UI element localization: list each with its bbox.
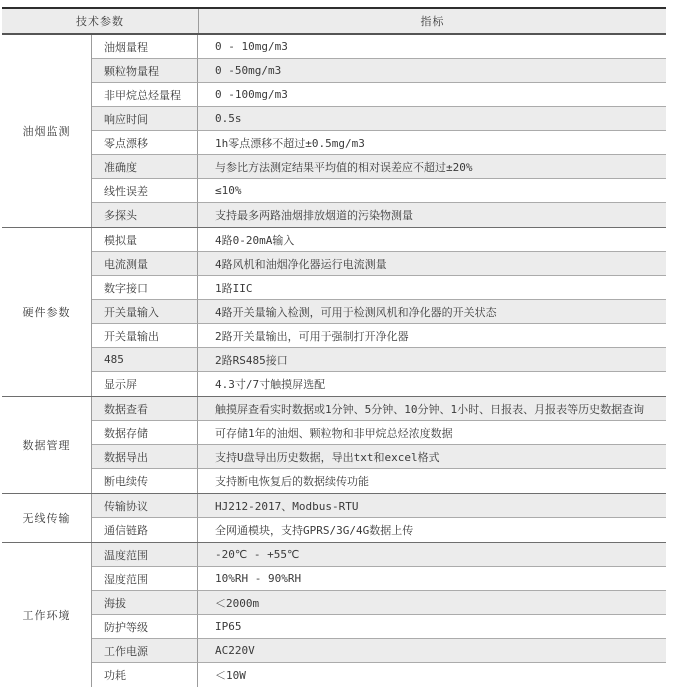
value-cell: 4路开关量输入检测，可用于检测风机和净化器的开关状态 bbox=[198, 300, 666, 324]
param-cell: 显示屏 bbox=[92, 372, 198, 396]
group-label: 油烟监测 bbox=[2, 35, 92, 227]
value-cell: 1h零点漂移不超过±0.5mg/m3 bbox=[198, 131, 666, 155]
param-cell: 线性误差 bbox=[92, 179, 198, 203]
param-cell: 断电续传 bbox=[92, 469, 198, 493]
value-cell: 触摸屏查看实时数据或1分钟、5分钟、10分钟、1小时、日报表、月报表等历史数据查询 bbox=[198, 397, 666, 421]
param-cell: 准确度 bbox=[92, 155, 198, 179]
value-cell: 0.5s bbox=[198, 107, 666, 131]
table-header-row bbox=[2, 9, 666, 35]
value-cell: HJ212-2017、Modbus-RTU bbox=[198, 494, 666, 518]
param-cell: 零点漂移 bbox=[92, 131, 198, 155]
value-cell: 全网通模块，支持GPRS/3G/4G数据上传 bbox=[215, 524, 414, 537]
param-cell: 工作电源 bbox=[92, 639, 198, 663]
value-cell: 4.3寸/7寸触摸屏选配 bbox=[215, 378, 326, 391]
header-technical-params: 技术参数 bbox=[76, 15, 124, 28]
param-cell: 响应时间 bbox=[92, 107, 198, 131]
param-cell: 485 bbox=[92, 348, 198, 372]
value-cell: 与参比方法测定结果平均值的相对误差应不超过±20% bbox=[198, 155, 666, 179]
param-cell: 数字接口 bbox=[92, 276, 198, 300]
value-cell: 0 -50mg/m3 bbox=[198, 59, 666, 83]
param-cell: 非甲烷总烃量程 bbox=[92, 83, 198, 107]
value-cell: ≤10% bbox=[198, 179, 666, 203]
param-cell: 模拟量 bbox=[92, 228, 198, 252]
param-cell: 开关量输入 bbox=[92, 300, 198, 324]
param-cell: 数据导出 bbox=[92, 445, 198, 469]
param-cell: 数据存储 bbox=[92, 421, 198, 445]
value-cell: 支持最多两路油烟排放烟道的污染物测量 bbox=[198, 203, 666, 227]
header-indicator: 指标 bbox=[198, 9, 666, 33]
spec-group bbox=[2, 494, 666, 543]
spec-group bbox=[2, 35, 666, 228]
group-label: 无线传输 bbox=[2, 494, 92, 542]
param-cell: 油烟量程 bbox=[92, 35, 198, 59]
param-cell: 传输协议 bbox=[92, 494, 198, 518]
value-cell: ＜2000m bbox=[198, 591, 666, 615]
value-cell: 1路IIC bbox=[198, 276, 666, 300]
spec-group bbox=[2, 543, 666, 687]
param-cell: 多探头 bbox=[92, 203, 198, 227]
group-label: 数据管理 bbox=[2, 397, 92, 493]
group-label: 硬件参数 bbox=[2, 228, 92, 396]
value-cell: 0 - 10mg/m3 bbox=[198, 35, 666, 59]
value-cell: 2路开关量输出，可用于强制打开净化器 bbox=[198, 324, 666, 348]
param-cell: 颗粒物量程 bbox=[92, 59, 198, 83]
group-label: 工作环境 bbox=[2, 543, 92, 687]
value-cell: 支持U盘导出历史数据，导出txt和excel格式 bbox=[198, 445, 666, 469]
param-cell: 数据查看 bbox=[92, 397, 198, 421]
value-cell: -20℃ - +55℃ bbox=[198, 543, 666, 567]
param-cell: 湿度范围 bbox=[92, 567, 198, 591]
spec-table-body bbox=[2, 35, 666, 687]
value-cell: 0 -100mg/m3 bbox=[198, 83, 666, 107]
spec-group bbox=[2, 228, 666, 397]
spec-table bbox=[2, 7, 666, 687]
value-cell: 2路RS485接口 bbox=[198, 348, 666, 372]
value-cell: 可存储1年的油烟、颗粒物和非甲烷总烃浓度数据 bbox=[198, 421, 666, 445]
param-cell: 功耗 bbox=[92, 663, 198, 687]
value-cell: IP65 bbox=[198, 615, 666, 639]
param-cell: 电流测量 bbox=[92, 252, 198, 276]
value-cell: AC220V bbox=[198, 639, 666, 663]
value-cell: 4路风机和油烟净化器运行电流测量 bbox=[198, 252, 666, 276]
spec-group bbox=[2, 397, 666, 494]
param-cell: 温度范围 bbox=[92, 543, 198, 567]
value-cell: 4路0-20mA输入 bbox=[198, 228, 666, 252]
value-cell: 支持断电恢复后的数据续传功能 bbox=[215, 475, 369, 488]
param-cell: 通信链路 bbox=[92, 518, 198, 542]
value-cell: 10%RH - 90%RH bbox=[198, 567, 666, 591]
param-cell: 海拔 bbox=[92, 591, 198, 615]
param-cell: 防护等级 bbox=[92, 615, 198, 639]
value-cell: ＜10W bbox=[215, 669, 246, 682]
param-cell: 开关量输出 bbox=[92, 324, 198, 348]
